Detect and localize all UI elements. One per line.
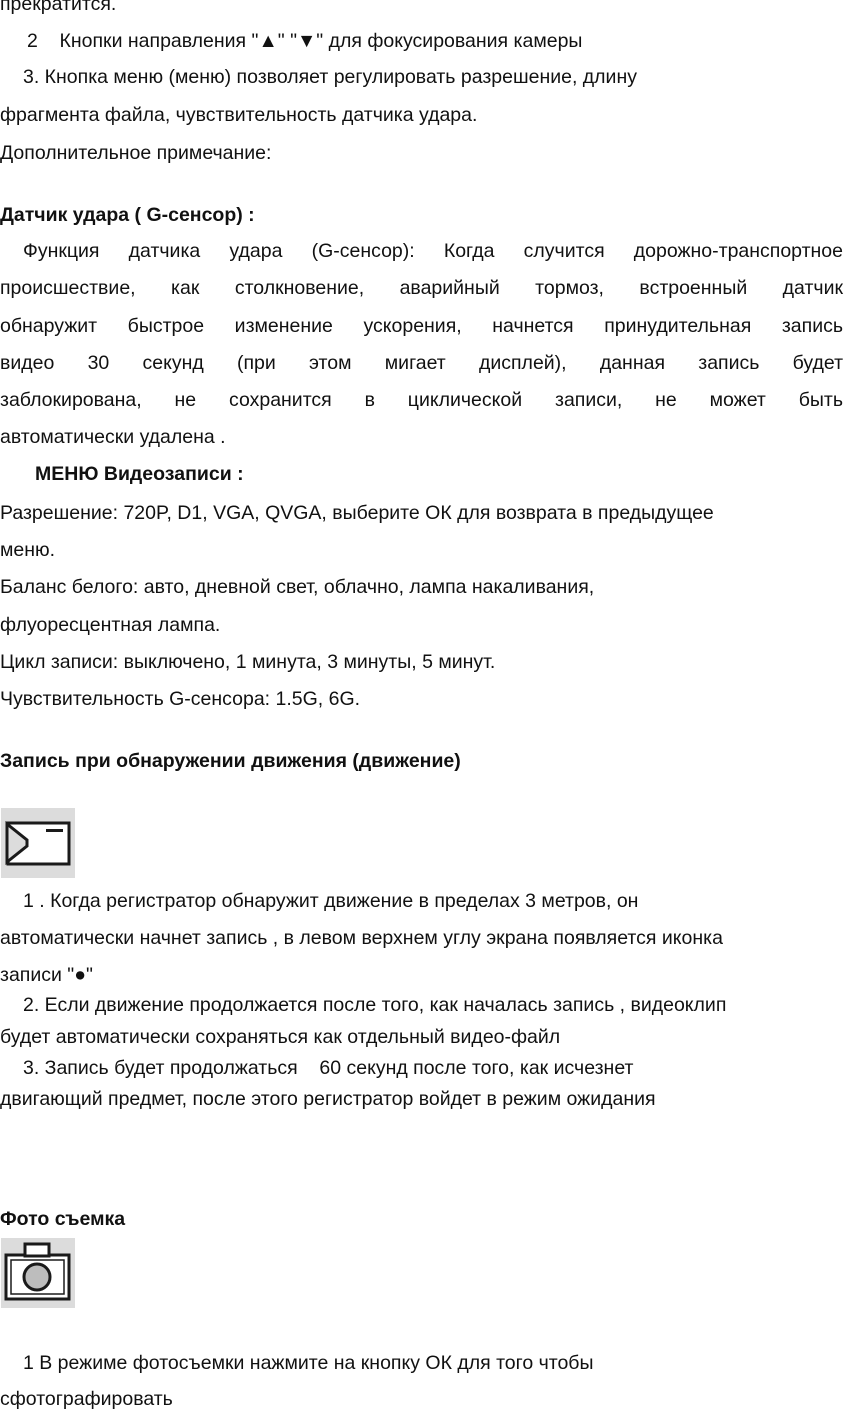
intro-line-4: Дополнительное примечание: [0, 142, 272, 164]
motion-line-5: будет автоматически сохраняться как отдельный видео-файл [0, 1026, 561, 1048]
intro-line-0: прекратится. [0, 0, 117, 15]
motion-line-2: автоматически начнет запись , в левом верхнем углу экрана появляется иконка [0, 927, 723, 949]
motion-line-7: двигающий предмет, после этого регистратор войдет в режим ожидания [0, 1088, 656, 1110]
gsensor-line-3: обнаружит быстрое изменение ускорения, начнется принудительная запись [0, 315, 843, 337]
menu-title: МЕНЮ Видеозаписи : [35, 463, 244, 485]
menu-line-5: Цикл записи: выключено, 1 минута, 3 минуты, 5 минут. [0, 651, 496, 673]
intro-line-2: 3. Кнопка меню (меню) позволяет регулировать разрешение, длину [23, 66, 637, 88]
motion-line-1: 1 . Когда регистратор обнаружит движение в пределах 3 метров, он [23, 890, 639, 912]
menu-line-3: Баланс белого: авто, дневной свет, облачно, лампа накаливания, [0, 576, 595, 598]
motion-title: Запись при обнаружении движения (движение) [0, 750, 461, 772]
gsensor-line-2: происшествие, как столкновение, аварийный тормоз, встроенный датчик [0, 277, 843, 299]
motion-line-6: 3. Запись будет продолжаться 60 секунд после того, как исчезнет [23, 1057, 634, 1079]
gsensor-title: Датчик удара ( G-сенсор) : [0, 204, 255, 226]
gsensor-line-1: Функция датчика удара (G-сенсор): Когда случится дорожно-транспортное [23, 240, 843, 262]
photo-camera-icon [1, 1238, 75, 1308]
motion-line-3: записи "●" [0, 964, 93, 986]
gsensor-line-6: автоматически удалена . [0, 426, 226, 448]
gsensor-line-4: видео 30 секунд (при этом мигает дисплей), данная запись будет [0, 352, 843, 374]
motion-line-4: 2. Если движение продолжается после того, как началась запись , видеоклип [23, 994, 727, 1016]
video-camera-icon [1, 808, 75, 878]
photo-line-1: 1 В режиме фотосъемки нажмите на кнопку ОК для того чтобы [23, 1352, 594, 1374]
menu-line-6: Чувствительность G-сенсора: 1.5G, 6G. [0, 688, 361, 710]
menu-line-1: Разрешение: 720P, D1, VGA, QVGA, выберите ОК для возврата в предыдущее [0, 502, 714, 524]
menu-line-4: флуоресцентная лампа. [0, 614, 221, 636]
menu-line-2: меню. [0, 539, 56, 561]
photo-title: Фото съемка [0, 1208, 126, 1230]
photo-line-2: сфотографировать [0, 1388, 173, 1410]
intro-line-1: 2 Кнопки направления "▲" "▼" для фокусирования камеры [27, 30, 583, 52]
intro-line-3: фрагмента файла, чувствительность датчика удара. [0, 104, 478, 126]
gsensor-line-5: заблокирована, не сохранится в циклической записи, не может быть [0, 389, 843, 411]
